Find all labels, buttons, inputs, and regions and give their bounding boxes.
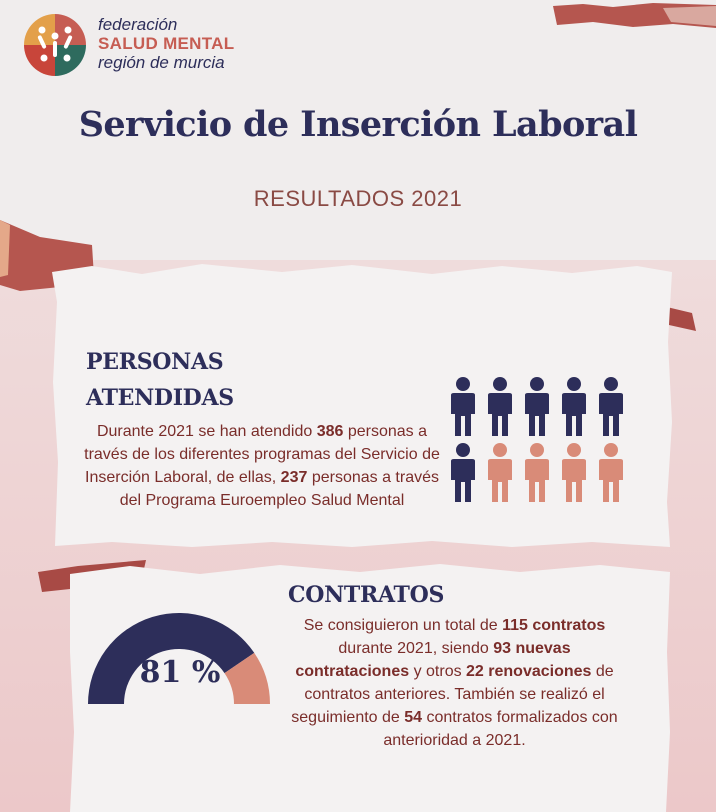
person-icon (599, 377, 623, 436)
contratos-seguimiento: 54 (404, 709, 423, 726)
contratos-renovaciones: 22 renovaciones (466, 663, 592, 680)
logo-line-region: región de murcia (98, 53, 225, 72)
contratos-description (282, 614, 627, 752)
personas-title-line1: PERSONAS (86, 349, 224, 375)
personas-count-386: 386 (316, 423, 344, 440)
personas-text-part: personas a través de los diferentes programas del Servicio de Inserción Laboral, de ellas, (84, 423, 440, 486)
personas-section-title (86, 344, 234, 416)
contratos-total: 115 contratos (502, 617, 606, 634)
person-icon (599, 443, 623, 502)
contratos-nuevas: 93 nuevas contrataciones (295, 640, 571, 680)
contratos-section-title: CONTRATOS (288, 582, 445, 608)
person-icon (562, 443, 586, 502)
logo-line-salud-mental: SALUD MENTAL (98, 34, 235, 53)
person-icon (525, 443, 549, 502)
person-icon (451, 443, 475, 502)
contratos-text-part: contratos formalizados con anterioridad a 2021. (383, 709, 618, 749)
people-icons (445, 376, 635, 508)
personas-text-part: personas a través del Programa Euroempleo Salud Mental (119, 469, 439, 509)
person-icon (488, 443, 512, 502)
personas-text-part: Durante 2021 se han atendido (96, 423, 317, 440)
gauge-percentage-label: 81 % (139, 655, 221, 690)
person-icon (451, 377, 475, 436)
personas-description (82, 420, 442, 512)
page-title: Servicio de Inserción Laboral (78, 104, 638, 145)
federacion-logo (24, 14, 86, 76)
contratos-text-part: Se consiguieron un total de (303, 617, 503, 634)
contratos-text-part: de contratos anteriores. También se realizó el seguimiento de (291, 663, 614, 726)
decorative-torn-paper-top-right (553, 0, 716, 28)
personas-title-line2: ATENDIDAS (86, 385, 234, 411)
page-subtitle: RESULTADOS 2021 (253, 186, 463, 211)
contratos-text-part: y otros (409, 663, 467, 680)
person-icon (562, 377, 586, 436)
contratos-text-part: durante 2021, siendo (338, 640, 494, 657)
person-icon (525, 377, 549, 436)
logo-line-federacion: federación (98, 15, 178, 34)
logo-text (98, 15, 234, 72)
personas-count-237: 237 (280, 469, 308, 486)
person-icon (488, 377, 512, 436)
